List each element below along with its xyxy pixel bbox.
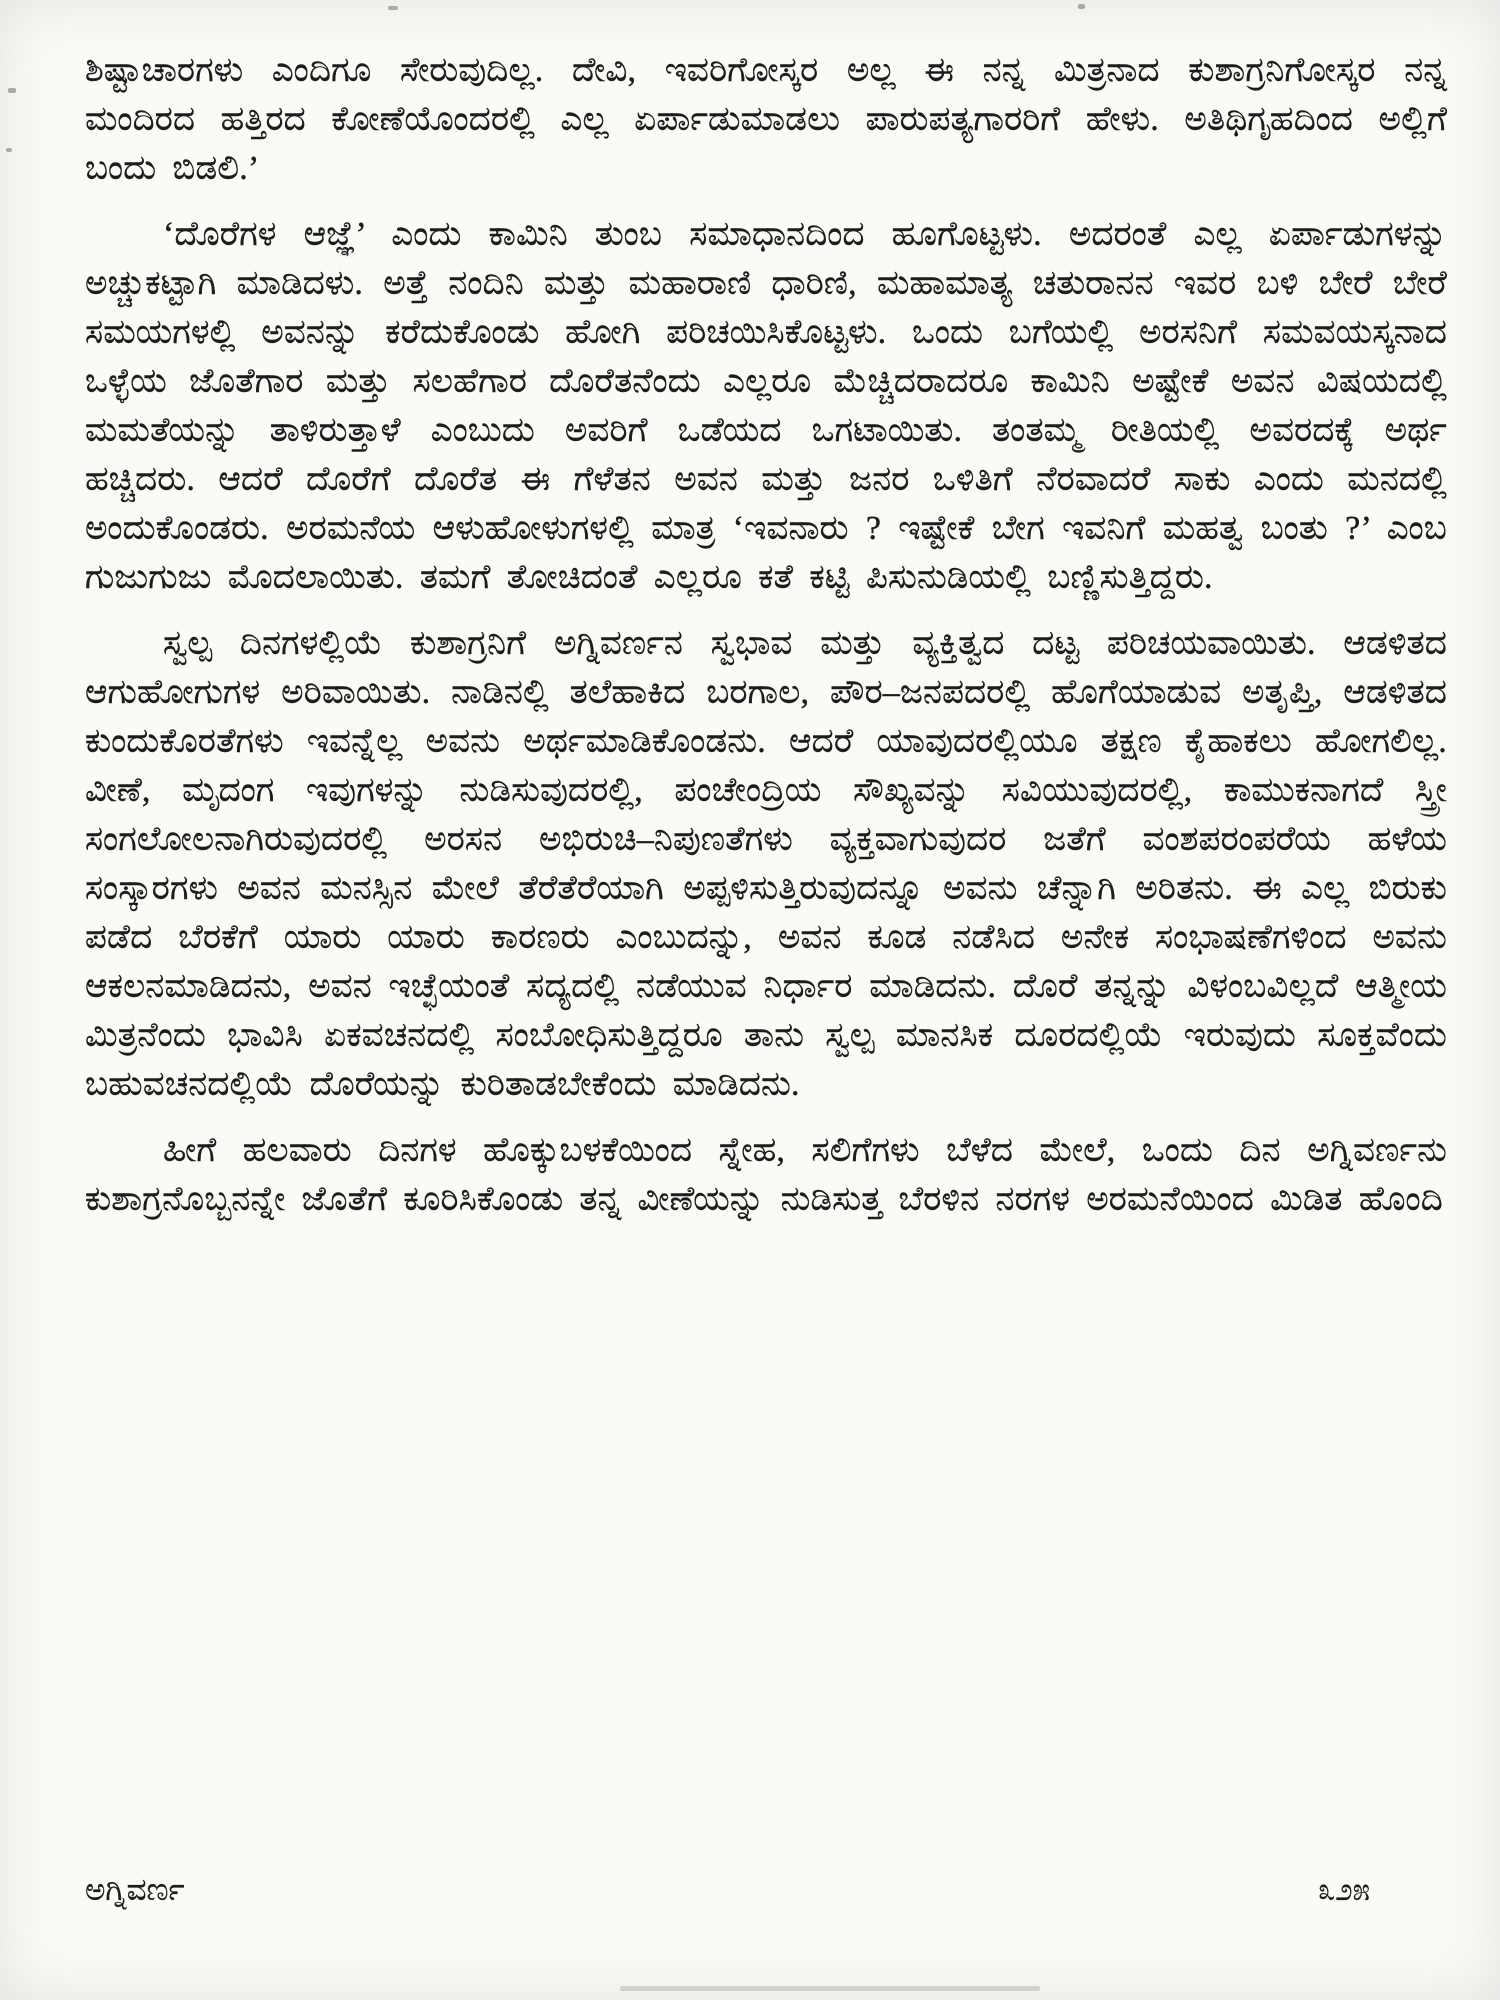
page-footer (85, 1872, 1370, 1908)
page-text-block (85, 46, 1447, 1241)
scan-speck (6, 148, 12, 152)
page-number: ೩೨೫ (1317, 1872, 1370, 1907)
scan-speck (8, 88, 16, 93)
running-title: ಅಗ್ನಿವರ್ಣ (85, 1872, 185, 1907)
paragraph: ‘ದೊರೆಗಳ ಆಜ್ಞೆ’ ಎಂದು ಕಾಮಿನಿ ತುಂಬ ಸಮಾಧಾನದಿಂದ ಹೂಗೊಟ್ಟಳು. ಅದರಂತೆ ಎಲ್ಲ ಏರ್ಪಾಡುಗಳನ್ನು ಅಚ್ಚುಕಟ್ಟಾಗಿ ಮಾಡಿದಳು. ಅತ್ತೆ ನಂದಿನಿ ಮತ್ತು ಮಹಾರಾಣಿ ಧಾರಿಣಿ, ಮಹಾಮಾತ್ಯ ಚತುರಾನನ ಇವರ ಬಳಿ ಬೇರೆ ಬೇರೆ ಸಮಯಗಳಲ್ಲಿ ಅವನನ್ನು ಕರೆದುಕೊಂಡು ಹೋಗಿ ಪರಿಚಯಿಸಿಕೊಟ್ಟಳು. ಒಂದು ಬಗೆಯಲ್ಲಿ ಅರಸನಿಗೆ ಸಮವಯಸ್ಕನಾದ ಒಳ್ಳೆಯ ಜೊತೆಗಾರ ಮತ್ತು ಸಲಹೆಗಾರ ದೊರೆತನೆಂದು ಎಲ್ಲರೂ ಮೆಚ್ಚಿದರಾದರೂ ಕಾಮಿನಿ ಅಷ್ಟೇಕೆ ಅವನ ವಿಷಯದಲ್ಲಿ ಮಮತೆಯನ್ನು ತಾಳಿರುತ್ತಾಳೆ ಎಂಬುದು ಅವರಿಗೆ ಒಡೆಯದ ಒಗಟಾಯಿತು. ತಂತಮ್ಮ ರೀತಿಯಲ್ಲಿ ಅವರದಕ್ಕೆ ಅರ್ಥ ಹಚ್ಚಿದರು. ಆದರೆ ದೊರೆಗೆ ದೊರೆತ ಈ ಗೆಳೆತನ ಅವನ ಮತ್ತು ಜನರ ಒಳಿತಿಗೆ ನೆರವಾದರೆ ಸಾಕು ಎಂದು ಮನದಲ್ಲಿ ಅಂದುಕೊಂಡರು. ಅರಮನೆಯ ಆಳುಹೋಳುಗಳಲ್ಲಿ ಮಾತ್ರ ‘ಇವನಾರು ? ಇಷ್ಟೇಕೆ ಬೇಗ ಇವನಿಗೆ ಮಹತ್ವ ಬಂತು ?’ ಎಂಬ ಗುಜುಗುಜು ಮೊದಲಾಯಿತು. ತಮಗೆ ತೋಚಿದಂತೆ ಎಲ್ಲರೂ ಕತೆ ಕಟ್ಟಿ ಪಿಸುನುಡಿಯಲ್ಲಿ ಬಣ್ಣಿಸುತ್ತಿದ್ದರು. (85, 216, 1447, 596)
scan-speck (388, 6, 398, 10)
scan-smudge (620, 1986, 1040, 1991)
scan-speck (1078, 4, 1085, 9)
paragraph: ಶಿಷ್ಟಾಚಾರಗಳು ಎಂದಿಗೂ ಸೇರುವುದಿಲ್ಲ. ದೇವಿ, ಇವರಿಗೋಸ್ಕರ ಅಲ್ಲ ಈ ನನ್ನ ಮಿತ್ರನಾದ ಕುಶಾಗ್ರನಿಗೋಸ್ಕರ ನನ್ನ ಮಂದಿರದ ಹತ್ತಿರದ ಕೋಣೆಯೊಂದರಲ್ಲಿ ಎಲ್ಲ ಏರ್ಪಾಡುಮಾಡಲು ಪಾರುಪತ್ಯಗಾರರಿಗೆ ಹೇಳು. ಅತಿಥಿಗೃಹದಿಂದ ಅಲ್ಲಿಗೆ ಬಂದು ಬಿಡಲಿ.’ (85, 52, 1447, 187)
paragraph: ಸ್ವಲ್ಪ ದಿನಗಳಲ್ಲಿಯೆ ಕುಶಾಗ್ರನಿಗೆ ಅಗ್ನಿವರ್ಣನ ಸ್ವಭಾವ ಮತ್ತು ವ್ಯಕ್ತಿತ್ವದ ದಟ್ಟ ಪರಿಚಯವಾಯಿತು. ಆಡಳಿತದ ಆಗುಹೋಗುಗಳ ಅರಿವಾಯಿತು. ನಾಡಿನಲ್ಲಿ ತಲೆಹಾಕಿದ ಬರಗಾಲ, ಪೌರ–ಜನಪದರಲ್ಲಿ ಹೊಗೆಯಾಡುವ ಅತೃಪ್ತಿ, ಆಡಳಿತದ ಕುಂದುಕೊರತೆಗಳು ಇವನ್ನೆಲ್ಲ ಅವನು ಅರ್ಥಮಾಡಿಕೊಂಡನು. ಆದರೆ ಯಾವುದರಲ್ಲಿಯೂ ತಕ್ಷಣ ಕೈಹಾಕಲು ಹೋಗಲಿಲ್ಲ. ವೀಣೆ, ಮೃದಂಗ ಇವುಗಳನ್ನು ನುಡಿಸುವುದರಲ್ಲಿ, ಪಂಚೇಂದ್ರಿಯ ಸೌಖ್ಯವನ್ನು ಸವಿಯುವುದರಲ್ಲಿ, ಕಾಮುಕನಾಗದೆ ಸ್ತ್ರೀ ಸಂಗಲೋಲನಾಗಿರುವುದರಲ್ಲಿ ಅರಸನ ಅಭಿರುಚಿ–ನಿಪುಣತೆಗಳು ವ್ಯಕ್ತವಾಗುವುದರ ಜತೆಗೆ ವಂಶಪರಂಪರೆಯ ಹಳೆಯ ಸಂಸ್ಕಾರಗಳು ಅವನ ಮನಸ್ಸಿನ ಮೇಲೆ ತೆರೆತೆರೆಯಾಗಿ ಅಪ್ಪಳಿಸುತ್ತಿರುವುದನ್ನೂ ಅವನು ಚೆನ್ನಾಗಿ ಅರಿತನು. ಈ ಎಲ್ಲ ಬಿರುಕು ಪಡೆದ ಬೆರಕೆಗೆ ಯಾರು ಯಾರು ಕಾರಣರು ಎಂಬುದನ್ನು, ಅವನ ಕೂಡ ನಡೆಸಿದ ಅನೇಕ ಸಂಭಾಷಣೆಗಳಿಂದ ಅವನು ಆಕಲನಮಾಡಿದನು, ಅವನ ಇಚ್ಛೆಯಂತೆ ಸದ್ಯದಲ್ಲಿ ನಡೆಯುವ ನಿರ್ಧಾರ ಮಾಡಿದನು. ದೊರೆ ತನ್ನನ್ನು ವಿಳಂಬವಿಲ್ಲದೆ ಆತ್ಮೀಯ ಮಿತ್ರನೆಂದು ಭಾವಿಸಿ ಏಕವಚನದಲ್ಲಿ ಸಂಬೋಧಿಸುತ್ತಿದ್ದರೂ ತಾನು ಸ್ವಲ್ಪ ಮಾನಸಿಕ ದೂರದಲ್ಲಿಯೆ ಇರುವುದು ಸೂಕ್ತವೆಂದು ಬಹುವಚನದಲ್ಲಿಯೆ ದೊರೆಯನ್ನು ಕುರಿತಾಡಬೇಕೆಂದು ಮಾಡಿದನು. (85, 625, 1447, 1103)
paragraph: ಹೀಗೆ ಹಲವಾರು ದಿನಗಳ ಹೊಕ್ಕುಬಳಕೆಯಿಂದ ಸ್ನೇಹ, ಸಲಿಗೆಗಳು ಬೆಳೆದ ಮೇಲೆ, ಒಂದು ದಿನ ಅಗ್ನಿವರ್ಣನು ಕುಶಾಗ್ರನೊಬ್ಬನನ್ನೇ ಜೊತೆಗೆ ಕೂರಿಸಿಕೊಂಡು ತನ್ನ ವೀಣೆಯನ್ನು ನುಡಿಸುತ್ತ ಬೆರಳಿನ ನರಗಳ ಅರಮನೆಯಿಂದ ಮಿಡಿತ ಹೊಂದಿ (85, 1132, 1447, 1218)
